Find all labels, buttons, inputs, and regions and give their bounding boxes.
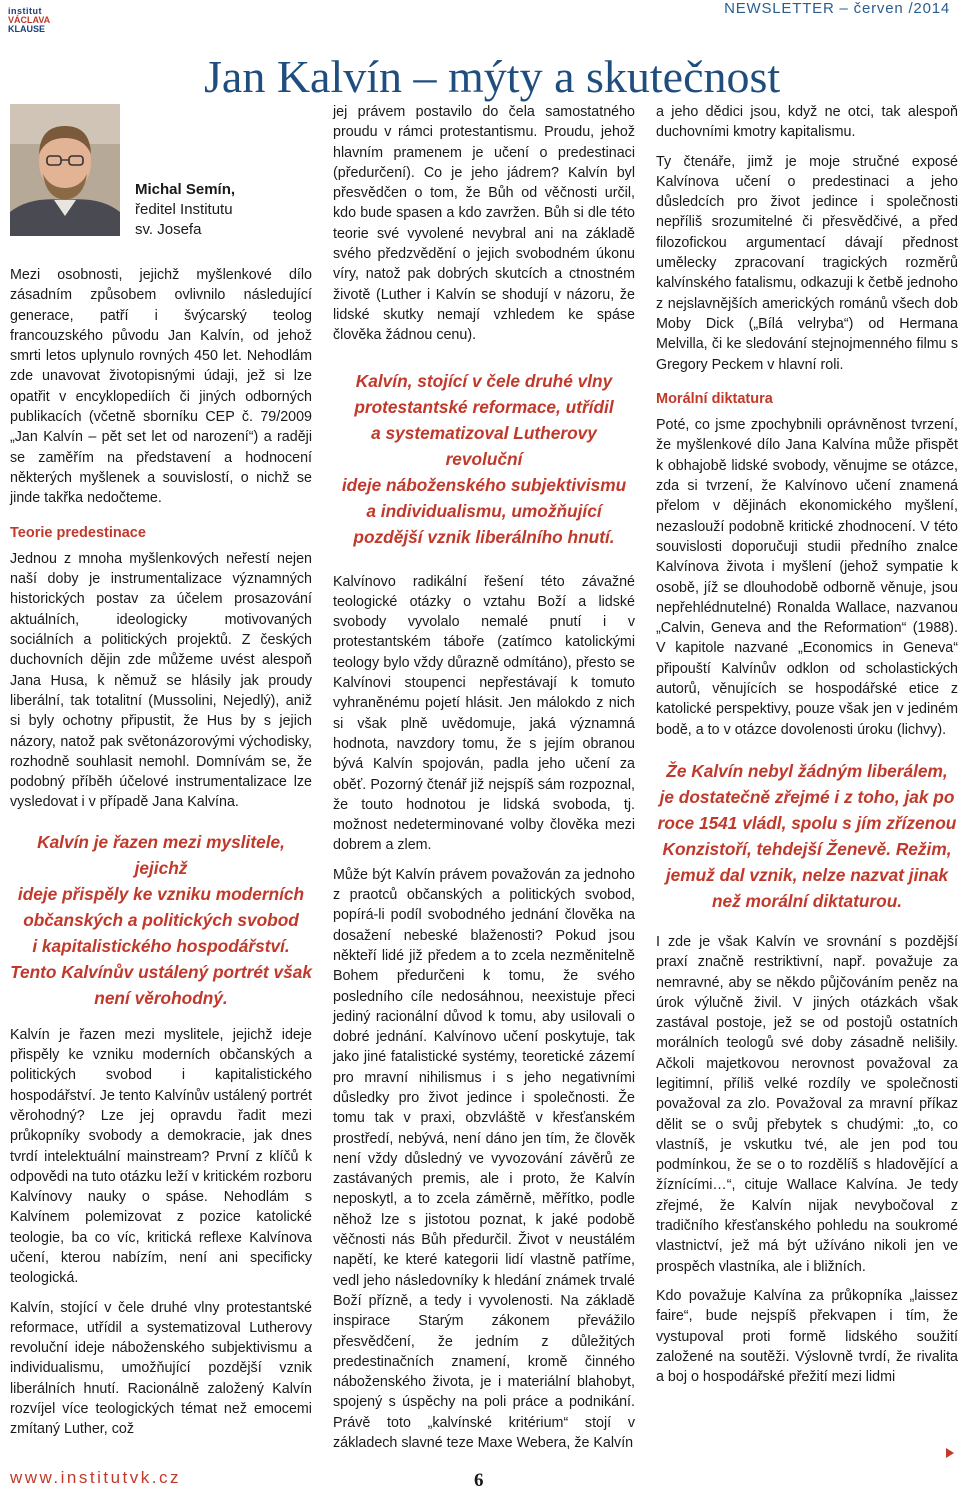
author-portrait-image [10, 104, 120, 236]
paragraph: Poté, co jsme zpochybnili oprávněnost tvrzení, že myšlenkové dílo Jana Kalvína může přispět k obhajobě lidské svobody, věnujme se otázce, zda si tvrzení, že Kalvínovo učení znamená přelom v dějinách ekonomického myšlení, nezaslouží podobně kritické zhodnocení. V této souvislosti doporučuji studii předního znalce Kalvínova života i myšlení (jehož sympatie k osobě, jíž se dlouhodobě odborně věnuje, jsou nepřehlédnutelné) Ronalda Wallace, nazvanou „Calvin, Geneva and the Reformation“ (1988). V kapitole nazvané „Economics in Geneva“ připouští Kalvínův odklon od scholastických autorů, věnujících se hospodářské etice z katolické perspektivy, pouze však jen v jediném bodě, a to v otázce dovolenosti úroku (lichvy). [656, 417, 958, 738]
article-column-3 [656, 102, 958, 1387]
author-byline [135, 180, 235, 240]
paragraph: jej právem postavilo do čela samostatného proudu v rámci protestantismu. Proudu, jehož hlavním pramenem je učení o predestinaci (předurčení). Co je jeho jádrem? Kalvín byl přesvědčen o tom, že Bůh od věčnosti určil, kdo bude spasen a kdo zavržen. Bůh si dle této teorie své vyvolené nevybral ani na základě svého předzvědění o jejich svobodném úkonu víry, natož pak dobrých skutcích a ctnostném životě (Luther i Kalvín se shodují v názoru, že lidské skutky nemají vzhledem ke spáse člověka žádnou cenu). [333, 104, 635, 344]
pull-quote-line: občanských a politických svobod [23, 909, 299, 930]
logo-line-1: institut [8, 6, 42, 16]
pull-quote [333, 368, 635, 550]
article-column-1 [10, 265, 312, 1440]
pull-quote-line: Konzistoří, tehdejší Ženevě. Režim, [662, 838, 952, 859]
pull-quote-line: není věrohodný. [94, 987, 228, 1008]
pull-quote-line: pozdější vznik liberálního hnutí. [353, 526, 615, 547]
section-heading: Morální diktatura [656, 390, 773, 407]
pull-quote-line: i kapitalistického hospodářství. [32, 935, 290, 956]
logo-line-2: VÁCLAVA [8, 15, 51, 25]
pull-quote-line: je dostatečně zřejmé i z toho, jak po [659, 786, 955, 807]
paragraph: Kalvín, stojící v čele druhé vlny protestantské reformace, utřídil a systematizoval Lutherovy revoluční ideje náboženského subjektivismu a individualismu, umožňující pozdější vznik liberálních hnutí. Racionálně založený Kalvín rozvíjel více teologických témat než emocemi zmítaný Luther, což [10, 1299, 312, 1438]
pull-quote-line: protestantské reformace, utřídil [354, 396, 614, 417]
paragraph: I zde je však Kalvín ve srovnání s pozdější praxí značně restriktivní, např. považuje za nemravné, aby se někdo půjčováním peněz na úrok výlučně živil. V jiných otázkách však zastával postoje, jež se od postojů ostatních morálních teologů své doby zásadně nelišily. Ačkoli majetkovou nerovnost považoval za legitimní, příliš velké rozdíly ve společnosti považoval za zlo. Považoval za mravní příkaz dělit se o svůj přebytek s chudými: „to, co vlastníš, je vskutku tvé, ale jen pod tou podmínkou, že se o to rozdělíš s hladovějící a žíznícími…“, cituje Wallace Kalvína. Je tedy zřejmé, že Kalvín nijak nevybočoval z tradičního křesťanského pohledu na soukromé vlastnictví, jež má být užíváno nikoli jen ve prospěch vlastníka, ale i bližních. [656, 933, 958, 1275]
pull-quote-line: ideje náboženského subjektivismu [341, 474, 627, 495]
pull-quote-line: Tento Kalvínův ustálený portrét však [10, 961, 312, 982]
section-heading: Teorie predestinace [10, 524, 146, 541]
pull-quote-line: ideje přispěly ke vzniku moderních [17, 883, 305, 904]
pull-quote [10, 829, 312, 1011]
continue-arrow-icon [946, 1448, 954, 1458]
article-title: Jan Kalvín – mýty a skutečnost [204, 51, 781, 102]
institute-logo [8, 7, 66, 34]
pull-quote-line: a systematizoval Lutherovy revoluční [371, 422, 597, 469]
pull-quote-line: roce 1541 vládl, spolu s jím zřízenou [657, 812, 957, 833]
pull-quote-line: než morální diktaturou. [711, 890, 903, 911]
page-number: 6 [474, 1470, 484, 1491]
paragraph: Kdo považuje Kalvína za průkopníka „laissez faire“, bude nejspíš překvapen i tím, že vystupoval proti formě lidského soužití založené na soutěži. Výslovně tvrdí, že rivalita a boj o hospodářské přežití mezi lidmi [656, 1287, 958, 1386]
paragraph: Může být Kalvín právem považován za jednoho z praotců občanských a politických svobod, popírá-li podíl svobodného jednání člověka na dosažení nebeské blaženosti? Pokud jsou někteří lidé již předem a to zcela nezměnitelně Bohem předurčeni k tomu, že svého posledního cíle nedosáhnou, neexistuje přeci jediný racionální důvod k tomu, aby usilovali o dobré jednání. Kalvínovo učení poskytuje, tak jako jiné fatalistické systémy, teoretické zázemí pro mravní nihilismus i s jeho negativními důsledky pro život jedince i společnosti. Že tomu tak v praxi, obzvláště v křesťanském prostředí, nebývá, není dáno jen tím, že člověk není vždy důsledný ve vyvozování závěrů ze zastávaných premis, ale i proto, že Kalvín neposkytl, a to zcela záměrně, měřítko, podle něhož lze s jistotou poznat, k jaké podobě věčnosti nás Bůh předurčil. Život v neustálém napětí, ke které kategorii lidí vlastně patříme, vedl jeho následovníky k hledání známek trvalé Boží přízně, a tedy i vyvolenosti. Na základě inspirace Starým zákonem převážilo přesvědčení, že jedním z důležitých predestinačních znamení, kromě činného náboženského života, je i materiální blahobyt, spojený s úspěchy na poli práce a podnikání. Právě toto „kalvínské kritérium“ stojí v základech slavné teze Maxe Webera, že Kalvín [333, 866, 635, 1452]
paragraph: Mezi osobnosti, jejichž myšlenkové dílo zásadním způsobem ovlivnilo následující generace, patří i švýcarský teolog francouzského původu Jan Kalvín, od jehož smrti letos uplynulo rovných 450 let. Nehodlám zde unavovat životopisnými údaji, jež si lze opatřit v encyklopediích či jiných odborných publikacích (včetně sborníku CEP č. 79/2009 „Jan Kalvín – pět set let od narození“) a raději se zaměřím na představení a hodnocení některých myšlenek a souvislostí, o nichž se jinde takřka nedočteme. [10, 267, 312, 507]
newsletter-header: NEWSLETTER – červen /2014 [724, 0, 950, 17]
author-name: Michal Semín, [135, 181, 236, 198]
footer-website-link[interactable]: www.institutvk.cz [10, 1468, 181, 1487]
article-column-2 [333, 102, 635, 1453]
pull-quote-line: Že Kalvín nebyl žádným liberálem, [666, 760, 948, 781]
paragraph: a jeho dědici jsou, když ne otci, tak alespoň duchovními kmotry kapitalismu. [656, 104, 958, 141]
paragraph: Kalvínovo radikální řešení této závažné teologické otázky o vztahu Boží a lidské svobody vyvolalo nemalé pnutí i v protestantském táboře (zatímco katolickými teology bylo vždy důrazně odmítáno), přesto se Kalvínovi stoupenci nepřestávají k tomuto vyhraněnému pojetí hlásit. Jen málokdo z nich si však plně uvědomuje, jaká významná hodnota, navzdory tomu, že s jejím obranou bývá Kalvín spojován, padla jeho učení za oběť. Pozorný čtenář již nejspíš sám rozpoznal, že touto hodnotou je lidská svoboda, tj. možnost nedeterminované volby člověka mezi dobrem a zlem. [333, 573, 635, 854]
paragraph: Jednou z mnoha myšlenkových neřestí nejen naší doby je instrumentalizace významných historických postav za účelem prosazování aktuálních, ideologicky motivovaných sociálních a politických projektů. Z českých duchovních dějin zde můžeme uvést alespoň Jana Husa, k němuž se hlásily jak proudy liberální, tak totalitní (Mussolini, Nejedlý), aniž si byly ochotny připustit, že Hus by s jejich názory, natož pak světonázorovými východisky, rozhodně souhlasit nemohl. Domnívám se, že podobný příběh účelové instrumentalizace lze vysledovat i v případě Jana Kalvína. [10, 550, 312, 811]
author-photo [10, 104, 120, 236]
pull-quote-line: jemuž dal vznik, nelze nazvat jinak [665, 864, 949, 885]
pull-quote-line: Kalvín je řazen mezi myslitele, jejichž [37, 831, 285, 878]
paragraph: Ty čtenáře, jimž je moje stručné exposé Kalvínova učení o predestinaci a jeho důsledcích pro život jedince i společnosti nepříliš srozumitelné či přesvědčivé, a před filozofickou argumentací dávají přednost umělecky zpracovaní tragických rozměrů kalvínského fatalismu, odkazuji k četbě jednoho z nejslavnějších amerických románů všech dob Moby Dick („Bílá velryba“) od Hermana Melvilla, či ke sledování stejnojmenného filmu s Gregory Peckem v hlavní roli. [656, 153, 959, 373]
paragraph: Kalvín je řazen mezi myslitele, jejichž ideje přispěly ke vzniku moderních občanských a politických svobod i kapitalistického hospodářství. Je tento Kalvínův ustálený portrét věrohodný? Lze jej opravdu řadit mezi průkopníky svobody a demokracie, jak dnes tvrdí intelektuální mainstream? První z klíčů k odpovědi na tuto otázku leží v kritickém rozboru Kalvínovy nauky o spáse. Nehodlám s Kalvínem polemizovat z pozice katolické teologie, ba co víc, kritická reflexe Kalvínova učení, kterou nabízím, není ani specificky teologická. [10, 1026, 312, 1287]
author-role-line-2: sv. Josefa [135, 221, 202, 238]
logo-line-3: KLAUSE [8, 24, 46, 34]
pull-quote-line: Kalvín, stojící v čele druhé vlny [355, 370, 613, 391]
author-role-line-1: ředitel Institutu [135, 201, 233, 218]
pull-quote [656, 758, 958, 914]
pull-quote-line: a individualismu, umožňující [366, 500, 602, 521]
